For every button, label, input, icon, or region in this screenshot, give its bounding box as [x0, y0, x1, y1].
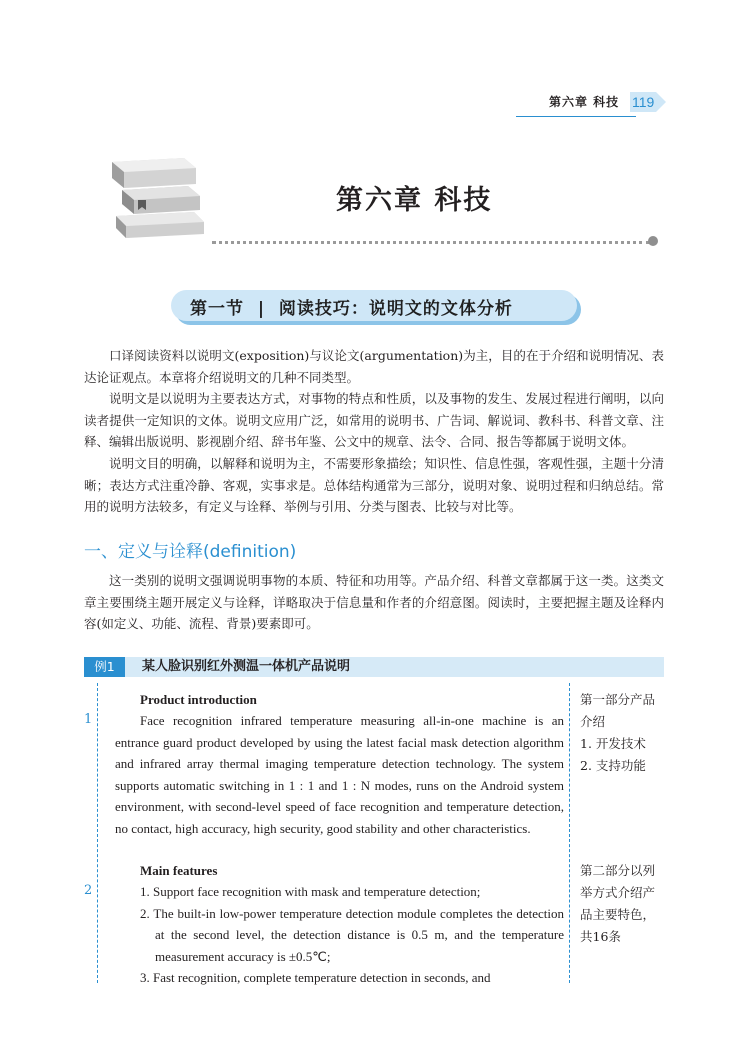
- running-header-label: 第六章 科技: [549, 95, 620, 109]
- margin-note-line: 第一部分产品介绍: [580, 692, 656, 729]
- intro-paragraph-2: 说明文是以说明为主要表达方式，对事物的特点和性质，以及事物的发生、发展过程进行阐明，以向读者提供一定知识的文体。说明文应用广泛，如常用的说明书、广告词、解说词、教科书、科普文章、注释、编辑出版说明、影视剧介绍、辞书年鉴、公文中的规章、法令、合同、报告等都属于说明文体。: [84, 391, 664, 449]
- margin-note-line: 2. 支持功能: [580, 758, 646, 773]
- part-2-margin-note: 第二部分以列举方式介绍产品主要特色，共16条: [580, 863, 656, 944]
- part-2-number: 2: [84, 883, 93, 898]
- intro-paragraph-1: 口译阅读资料以说明文(exposition)与议论文(argumentation)为主，目的在于介绍和说明情况、表达论证观点。本章将介绍说明文的几种不同类型。: [84, 348, 664, 385]
- part-1-margin-note: [580, 689, 664, 777]
- intro-paragraph-3: 说明文目的明确，以解释和说明为主，不需要形象描绘；知识性、信息性强，客观性强，主题十分清晰；表达方式注重冷静、客观，实事求是。总体结构通常为三部分，说明对象、说明过程和归纳总结。常用的说明方法较多，有定义与诠释、举例与引用、分类与图表、比较与对比等。: [84, 456, 664, 514]
- section-title: 第一节 | 阅读技巧：说明文的文体分析: [190, 299, 513, 319]
- feature-item: 1. Support face recognition with mask and temperature detection;: [140, 884, 481, 899]
- subsection-heading: 一、定义与诠释(definition): [84, 542, 297, 562]
- feature-item: 3. Fast recognition, complete temperature detection in seconds, and: [140, 970, 491, 985]
- page-number-badge: [630, 92, 666, 112]
- part-1-body: Face recognition infrared temperature measuring all-in-one machine is an entrance guard product developed by using the latest facial mask detection algorithm and infrared array thermal imaging temperature detection technology. The system supports automatic switching in 1 : 1 and 1 : N modes, runs on the Android system environment, with second-level speed of face recognition and temperature detection, no contact, high accuracy, high security, good stability and other characteristics.: [115, 713, 564, 836]
- dotted-divider: [212, 241, 650, 244]
- part-2-heading: Main features: [140, 863, 218, 878]
- feature-item: 2. The built-in low-power temperature detection module completes the detection at the second level, the detection distance is 0.5 m, and the temperature measurement accuracy is ±0.5℃;: [140, 905, 564, 964]
- chapter-title: 第六章 科技: [336, 185, 493, 216]
- right-dashed-rule: [569, 683, 570, 983]
- example-title: 某人脸识别红外测温一体机产品说明: [142, 659, 351, 674]
- left-dashed-rule: [97, 683, 98, 983]
- header-rule: [516, 116, 636, 117]
- part-1-number: 1: [84, 712, 93, 727]
- margin-note-line: 1. 开发技术: [580, 736, 646, 751]
- subsection-paragraph: 这一类别的说明文强调说明事物的本质、特征和功用等。产品介绍、科普文章都属于这一类。这类文章主要围绕主题开展定义与诠释，详略取决于信息量和作者的介绍意图。阅读时，主要把握主题及诠释内容(如定义、功能、流程、背景)要素即可。: [84, 573, 664, 631]
- books-illustration-icon: [108, 150, 210, 240]
- page-number: 119: [632, 94, 655, 110]
- example-tag: 例1: [84, 657, 125, 677]
- part-1-heading: Product introduction: [140, 692, 257, 707]
- divider-end-dot: [648, 236, 658, 246]
- features-list: [140, 881, 564, 989]
